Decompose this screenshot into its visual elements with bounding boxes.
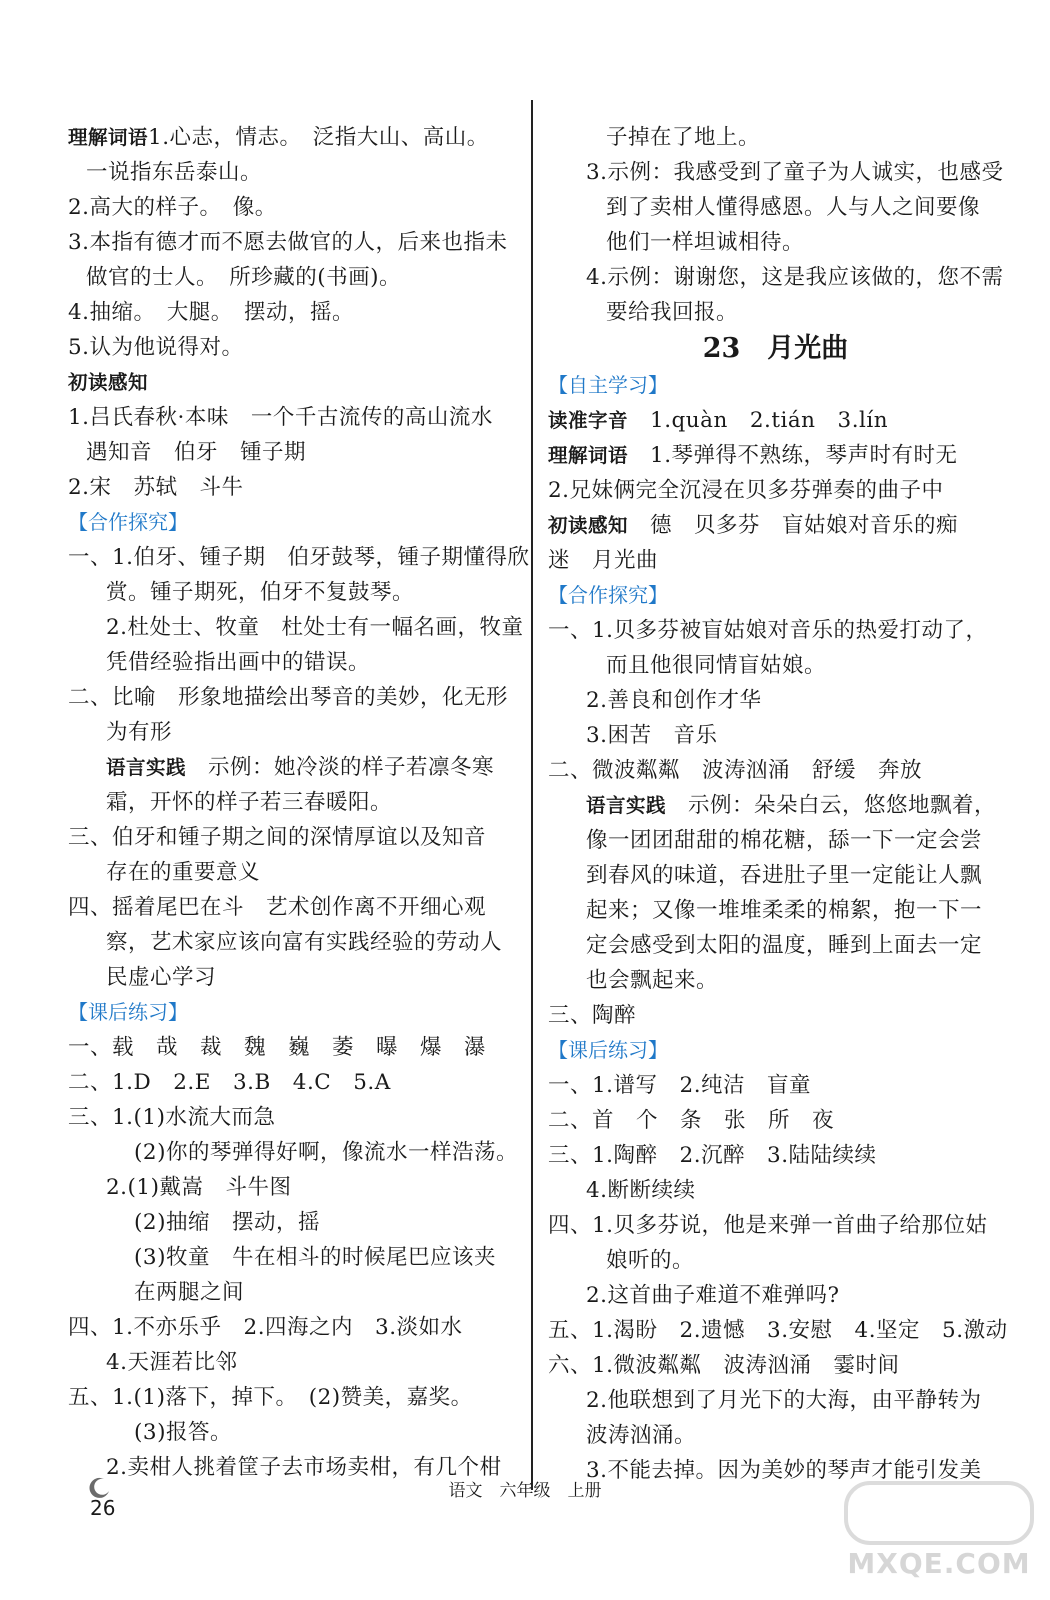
answer-line: 4.抽缩。 大腿。 摆动，摇。 bbox=[68, 300, 355, 325]
answer-line: 波涛汹涌。 bbox=[586, 1423, 697, 1448]
section-label: 理解词语 bbox=[548, 444, 629, 467]
answer-line: 二、首 个 条 张 所 夜 bbox=[548, 1108, 835, 1133]
answer-line: 3.本指有德才而不愿去做官的人，后来也指未 bbox=[68, 230, 508, 255]
answer-line: 2.(1)戴嵩 斗牛图 bbox=[106, 1175, 292, 1200]
answer-line: 在两腿之间 bbox=[134, 1280, 245, 1305]
answer-line: 4.示例：谢谢您，这是我应该做的，您不需 bbox=[586, 265, 1004, 290]
answer-line: 2.他联想到了月光下的大海，由平静转为 bbox=[586, 1388, 982, 1413]
answer-line: 一、1.伯牙、锺子期 伯牙鼓琴，锺子期懂得欣 bbox=[68, 545, 530, 570]
watermark-url: MXQE.COM bbox=[847, 1547, 1031, 1580]
section-label: 语言实践 bbox=[586, 794, 667, 817]
answer-line: 初读感知 德 贝多芬 盲姑娘对音乐的痴 bbox=[548, 513, 959, 538]
answer-line: 四、1.贝多芬说，他是来弹一首曲子给那位姑 bbox=[548, 1213, 988, 1238]
answer-line: 理解词语 1.琴弹得不熟练，琴声时有时无 bbox=[548, 443, 958, 468]
answer-line: 2.这首曲子难道不难弹吗? bbox=[586, 1283, 840, 1308]
right-column bbox=[548, 120, 1008, 1488]
answer-line: 赏。锺子期死，伯牙不复鼓琴。 bbox=[106, 580, 415, 605]
answer-line: 2.兄妹俩完全沉浸在贝多芬弹奏的曲子中 bbox=[548, 478, 944, 503]
answer-line: 三、1.(1)水流大而急 bbox=[68, 1105, 276, 1130]
answer-line: 2.高大的样子。 像。 bbox=[68, 195, 277, 220]
section-label: 初读感知 bbox=[548, 514, 629, 537]
answer-line: 民虚心学习 bbox=[106, 965, 217, 990]
answer-line: 一、载 哉 裁 魏 巍 萎 曝 爆 瀑 bbox=[68, 1035, 487, 1060]
answer-line: 2.善良和创作才华 bbox=[586, 688, 762, 713]
answer-line: 2.杜处士、牧童 杜处士有一幅名画，牧童 bbox=[106, 615, 524, 640]
section-heading: 【合作探究】 bbox=[68, 510, 188, 534]
answer-line: 起来；又像一堆堆柔柔的棉絮，抱一下一 bbox=[586, 898, 983, 923]
answer-line: 像一团团甜甜的棉花糖，舔一下一定会尝 bbox=[586, 828, 983, 853]
answer-line: 1.吕氏春秋·本味 一个千古流传的高山流水 bbox=[68, 405, 493, 430]
answer-line: 3.不能去掉。因为美妙的琴声才能引发美 bbox=[586, 1458, 982, 1483]
answer-line: (2)你的琴弹得好啊，像流水一样浩荡。 bbox=[134, 1140, 518, 1165]
answer-line: 二、1.D 2.E 3.B 4.C 5.A bbox=[68, 1070, 391, 1095]
answer-line: 察，艺术家应该向富有实践经验的劳动人 bbox=[106, 930, 503, 955]
answer-line: 为有形 bbox=[106, 720, 173, 745]
answer-line: 读准字音 1.quàn 2.tián 3.lín bbox=[548, 408, 889, 433]
answer-line: 5.认为他说得对。 bbox=[68, 335, 244, 360]
answer-line: 4.断断续续 bbox=[586, 1178, 696, 1203]
answer-line: 也会飘起来。 bbox=[586, 968, 719, 993]
answer-line: 而且他很同情盲姑娘。 bbox=[606, 653, 827, 678]
left-column bbox=[68, 120, 530, 1485]
answer-line: 三、陶醉 bbox=[548, 1003, 637, 1028]
answer-line: 迷 月光曲 bbox=[548, 548, 659, 573]
answer-line: 四、1.不亦乐乎 2.四海之内 3.淡如水 bbox=[68, 1315, 463, 1340]
answer-line: 3.困苦 音乐 bbox=[586, 723, 718, 748]
answer-line: 3.示例：我感受到了童子为人诚实，也感受 bbox=[586, 160, 1004, 185]
section-label: 读准字音 bbox=[548, 409, 629, 432]
answer-line: 理解词语1.心志，情志。 泛指大山、高山。 bbox=[68, 125, 489, 150]
answer-line: 三、伯牙和锺子期之间的深情厚谊以及知音 bbox=[68, 825, 487, 850]
section-heading: 【合作探究】 bbox=[548, 583, 668, 607]
answer-line: (3)报答。 bbox=[134, 1420, 232, 1445]
answer-line: 2.卖柑人挑着筐子去市场卖柑，有几个柑 bbox=[106, 1455, 502, 1480]
answer-line: 他们一样坦诚相待。 bbox=[606, 230, 805, 255]
answer-line: 定会感受到太阳的温度，睡到上面去一定 bbox=[586, 933, 983, 958]
answer-line: 一说指东岳泰山。 bbox=[86, 160, 263, 185]
page-number: 26 bbox=[90, 1496, 116, 1520]
answer-line: 凭借经验指出画中的错误。 bbox=[106, 650, 371, 675]
answer-line: 4.天涯若比邻 bbox=[106, 1350, 238, 1375]
answer-line: 六、1.微波粼粼 波涛汹涌 霎时间 bbox=[548, 1353, 900, 1378]
column-divider bbox=[531, 100, 533, 1490]
section-label: 语言实践 bbox=[106, 756, 187, 779]
answer-line: 五、1.渴盼 2.遗憾 3.安慰 4.坚定 5.激动 bbox=[548, 1318, 1008, 1343]
watermark-badge bbox=[844, 1481, 1034, 1545]
answer-line: 到春风的味道，吞进肚子里一定能让人飘 bbox=[586, 863, 983, 888]
chapter-title: 23 月光曲 bbox=[702, 333, 849, 364]
answer-line: 霜，开怀的样子若三春暖阳。 bbox=[106, 790, 393, 815]
answer-line: 四、摇着尾巴在斗 艺术创作离不开细心观 bbox=[68, 895, 487, 920]
answer-line: 二、微波粼粼 波涛汹涌 舒缓 奔放 bbox=[548, 758, 923, 783]
answer-line: 2.宋 苏轼 斗牛 bbox=[68, 475, 244, 500]
answer-line: 做官的士人。 所珍藏的(书画)。 bbox=[86, 265, 402, 290]
answer-line: 子掉在了地上。 bbox=[606, 125, 761, 150]
answer-line: 娘听的。 bbox=[606, 1248, 695, 1273]
watermark-logo bbox=[844, 1481, 1034, 1586]
answer-line: 到了卖柑人懂得感恩。人与人之间要像 bbox=[606, 195, 981, 220]
answer-line: 存在的重要意义 bbox=[106, 860, 261, 885]
section-heading: 【课后练习】 bbox=[68, 1000, 188, 1024]
answer-line: 五、1.(1)落下，掉下。 (2)赞美，嘉奖。 bbox=[68, 1385, 473, 1410]
answer-line: 遇知音 伯牙 锺子期 bbox=[86, 440, 307, 465]
answer-line: 要给我回报。 bbox=[606, 300, 739, 325]
section-label: 初读感知 bbox=[68, 371, 149, 394]
section-heading: 【课后练习】 bbox=[548, 1038, 668, 1062]
answer-line: 三、1.陶醉 2.沉醉 3.陆陆续续 bbox=[548, 1143, 877, 1168]
answer-line: (3)牧童 牛在相斗的时候尾巴应该夹 bbox=[134, 1245, 496, 1270]
answer-line: 一、1.谱写 2.纯洁 盲童 bbox=[548, 1073, 812, 1098]
answer-line: (2)抽缩 摆动，摇 bbox=[134, 1210, 320, 1235]
answer-line: 一、1.贝多芬被盲姑娘对音乐的热爱打动了， bbox=[548, 618, 988, 643]
answer-line: 二、比喻 形象地描绘出琴音的美妙，化无形 bbox=[68, 685, 509, 710]
answer-line: 语言实践 示例：朵朵白云，悠悠地飘着， bbox=[586, 793, 997, 818]
answer-line: 语言实践 示例：她冷淡的样子若凛冬寒 bbox=[106, 755, 495, 780]
section-label: 理解词语 bbox=[68, 126, 149, 149]
section-heading: 【自主学习】 bbox=[548, 373, 668, 397]
book-subject: 语文 六年级 上册 bbox=[448, 1481, 602, 1501]
